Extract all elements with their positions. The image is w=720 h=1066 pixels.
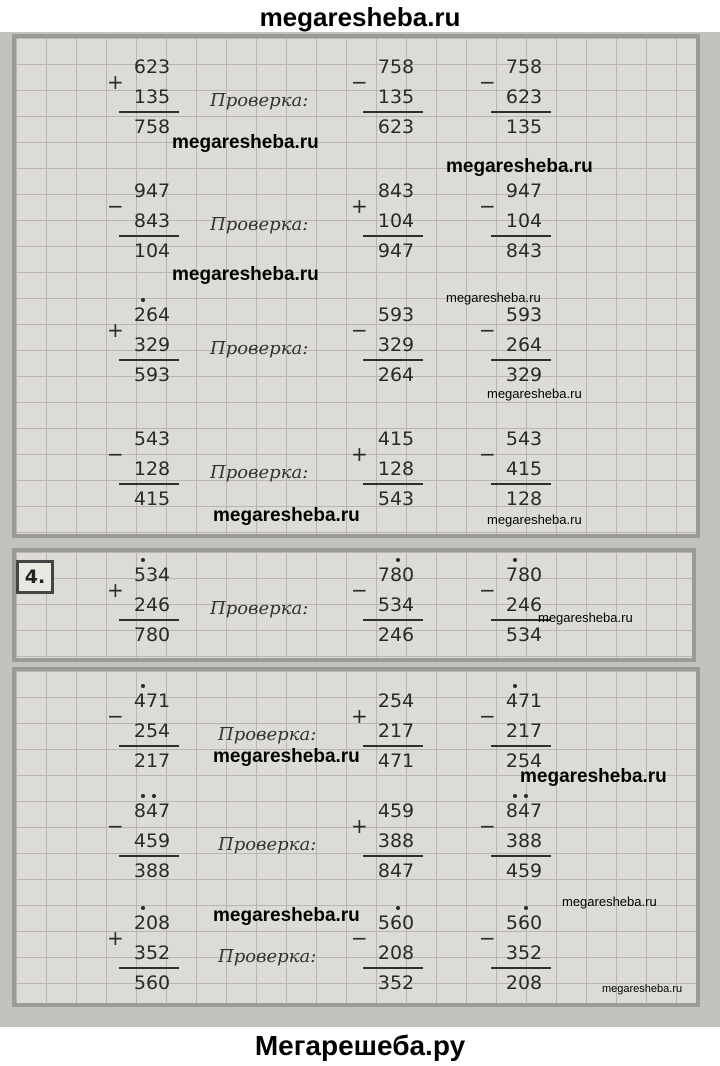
result-line (491, 967, 551, 969)
operator-sign: + (107, 318, 124, 342)
carry-dot (396, 558, 400, 562)
watermark: megaresheba.ru (172, 264, 319, 285)
result-line (119, 483, 179, 485)
watermark: megaresheba.ru (446, 290, 541, 305)
watermark: megaresheba.ru (213, 905, 360, 926)
result-value: 254 (505, 750, 543, 772)
operand-top: 947 (133, 180, 171, 202)
operand-top: 543 (505, 428, 543, 450)
result-line (119, 745, 179, 747)
result-value: 104 (133, 240, 171, 262)
operand-bottom: 352 (505, 942, 543, 964)
operand-bottom: 217 (377, 720, 415, 742)
operand-top: 947 (505, 180, 543, 202)
operand-bottom: 329 (377, 334, 415, 356)
operator-sign: + (107, 70, 124, 94)
check-label: Проверка: (210, 338, 309, 359)
solution-panel-2 (12, 548, 696, 662)
result-value: 135 (505, 116, 543, 138)
carry-dot (141, 906, 145, 910)
operand-bottom: 264 (505, 334, 543, 356)
check-label: Проверка: (210, 214, 309, 235)
operand-top: 415 (377, 428, 415, 450)
operator-sign: − (479, 442, 496, 466)
operand-top: 471 (133, 690, 171, 712)
operand-top: 208 (133, 912, 171, 934)
result-value: 843 (505, 240, 543, 262)
result-line (491, 359, 551, 361)
result-line (363, 235, 423, 237)
operand-top: 264 (133, 304, 171, 326)
operand-bottom: 415 (505, 458, 543, 480)
operand-top: 758 (377, 56, 415, 78)
operator-sign: − (479, 578, 496, 602)
operand-bottom: 843 (133, 210, 171, 232)
result-line (363, 855, 423, 857)
carry-dot (141, 684, 145, 688)
result-value: 534 (505, 624, 543, 646)
operand-bottom: 534 (377, 594, 415, 616)
operand-top: 471 (505, 690, 543, 712)
operand-bottom: 329 (133, 334, 171, 356)
operand-bottom: 623 (505, 86, 543, 108)
result-value: 947 (377, 240, 415, 262)
result-line (119, 359, 179, 361)
operand-top: 780 (377, 564, 415, 586)
result-value: 758 (133, 116, 171, 138)
operator-sign: + (351, 194, 368, 218)
result-line (491, 235, 551, 237)
result-line (363, 359, 423, 361)
operand-bottom: 459 (133, 830, 171, 852)
result-line (363, 619, 423, 621)
result-value: 246 (377, 624, 415, 646)
result-line (491, 855, 551, 857)
result-line (491, 745, 551, 747)
result-line (363, 967, 423, 969)
watermark: megaresheba.ru (213, 505, 360, 526)
operator-sign: − (479, 926, 496, 950)
result-line (363, 745, 423, 747)
operator-sign: + (107, 578, 124, 602)
operand-top: 758 (505, 56, 543, 78)
carry-dot (141, 298, 145, 302)
carry-dot (513, 794, 517, 798)
result-line (119, 235, 179, 237)
operand-bottom: 388 (505, 830, 543, 852)
operator-sign: + (351, 704, 368, 728)
site-title-bottom: Мегарешеба.ру (254, 1030, 466, 1061)
operator-sign: − (351, 578, 368, 602)
carry-dot (524, 794, 528, 798)
carry-dot (524, 906, 528, 910)
operand-bottom: 246 (505, 594, 543, 616)
watermark: megaresheba.ru (446, 156, 593, 177)
watermark: megaresheba.ru (538, 610, 633, 625)
operand-bottom: 135 (133, 86, 171, 108)
operator-sign: + (351, 814, 368, 838)
operand-top: 843 (377, 180, 415, 202)
operand-top: 534 (133, 564, 171, 586)
operator-sign: − (479, 194, 496, 218)
result-value: 352 (377, 972, 415, 994)
operand-bottom: 254 (133, 720, 171, 742)
task-number: 4. (16, 560, 54, 594)
check-label: Проверка: (218, 834, 317, 855)
carry-dot (513, 558, 517, 562)
result-value: 623 (377, 116, 415, 138)
operator-sign: − (351, 70, 368, 94)
result-value: 471 (377, 750, 415, 772)
result-value: 329 (505, 364, 543, 386)
operator-sign: − (107, 194, 124, 218)
carry-dot (141, 794, 145, 798)
operand-top: 847 (505, 800, 543, 822)
result-value: 217 (133, 750, 171, 772)
result-line (119, 967, 179, 969)
operand-bottom: 217 (505, 720, 543, 742)
result-line (119, 619, 179, 621)
carry-dot (513, 684, 517, 688)
operand-bottom: 128 (377, 458, 415, 480)
result-value: 415 (133, 488, 171, 510)
result-line (119, 111, 179, 113)
check-label: Проверка: (218, 946, 317, 967)
result-line (491, 111, 551, 113)
carry-dot (141, 558, 145, 562)
operand-bottom: 128 (133, 458, 171, 480)
result-line (491, 483, 551, 485)
watermark: megaresheba.ru (213, 746, 360, 767)
check-label: Проверка: (218, 724, 317, 745)
watermark: megaresheba.ru (562, 894, 657, 909)
operator-sign: − (479, 318, 496, 342)
operator-sign: + (351, 442, 368, 466)
operand-bottom: 388 (377, 830, 415, 852)
operand-top: 560 (505, 912, 543, 934)
operator-sign: + (107, 926, 124, 950)
result-line (119, 855, 179, 857)
result-line (363, 483, 423, 485)
watermark: megaresheba.ru (602, 983, 683, 995)
result-value: 593 (133, 364, 171, 386)
watermark: megaresheba.ru (172, 132, 319, 153)
check-label: Проверка: (210, 462, 309, 483)
operand-top: 847 (133, 800, 171, 822)
result-value: 459 (505, 860, 543, 882)
result-value: 264 (377, 364, 415, 386)
operand-top: 593 (505, 304, 543, 326)
operand-bottom: 246 (133, 594, 171, 616)
operand-bottom: 104 (377, 210, 415, 232)
operand-bottom: 104 (505, 210, 543, 232)
carry-dot (396, 906, 400, 910)
check-label: Проверка: (210, 90, 309, 111)
operator-sign: − (479, 70, 496, 94)
operand-bottom: 135 (377, 86, 415, 108)
carry-dot (152, 794, 156, 798)
operand-top: 593 (377, 304, 415, 326)
operand-top: 623 (133, 56, 171, 78)
watermark: megaresheba.ru (487, 386, 582, 401)
operator-sign: − (107, 442, 124, 466)
site-title-top: megaresheba.ru (259, 2, 461, 32)
operator-sign: − (479, 814, 496, 838)
operand-top: 543 (133, 428, 171, 450)
result-value: 847 (377, 860, 415, 882)
operand-top: 254 (377, 690, 415, 712)
operand-bottom: 352 (133, 942, 171, 964)
operator-sign: − (351, 926, 368, 950)
operand-top: 560 (377, 912, 415, 934)
result-value: 208 (505, 972, 543, 994)
result-value: 128 (505, 488, 543, 510)
operator-sign: − (479, 704, 496, 728)
operator-sign: − (107, 704, 124, 728)
result-line (363, 111, 423, 113)
result-value: 560 (133, 972, 171, 994)
operator-sign: − (107, 814, 124, 838)
result-value: 780 (133, 624, 171, 646)
operand-top: 459 (377, 800, 415, 822)
check-label: Проверка: (210, 598, 309, 619)
operand-top: 780 (505, 564, 543, 586)
result-value: 388 (133, 860, 171, 882)
operator-sign: − (351, 318, 368, 342)
watermark: megaresheba.ru (487, 512, 582, 527)
operand-bottom: 208 (377, 942, 415, 964)
watermark: megaresheba.ru (520, 766, 667, 787)
result-value: 543 (377, 488, 415, 510)
